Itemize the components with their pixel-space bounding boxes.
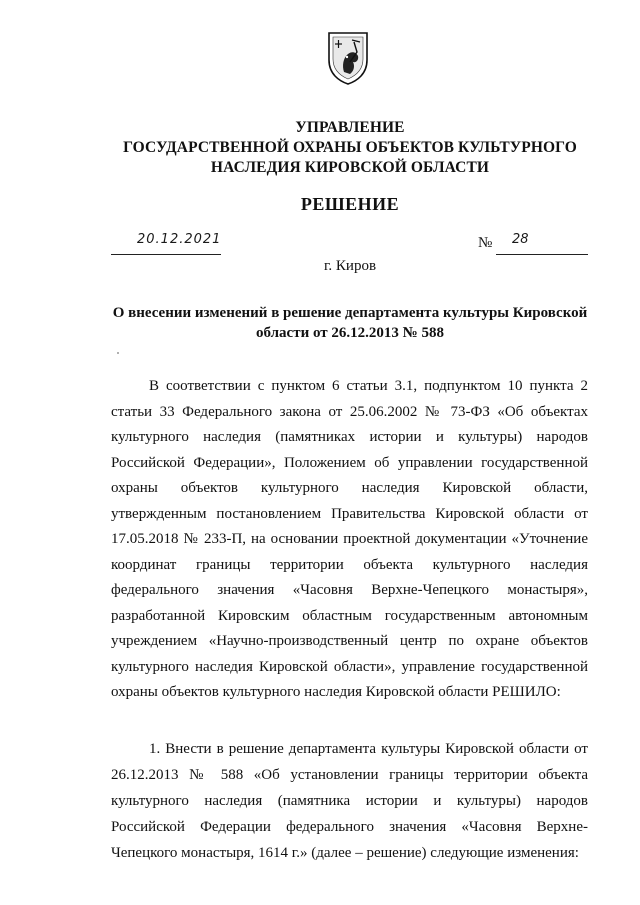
document-subject: О внесении изменений в решение департамента культуры Кировской области от 26.12.2013 № 588 [112,305,588,341]
body-paragraph-2: 1. Внести в решение департамента культуры Кировской области от 26.12.2013 № 588 «Об установлении границы территории объекта культурного наследия (памятника истории и культуры) народов Российской Федерации федерального значения «Часовня Верхне-Чепецкого монастыря, 1614 г.» (далее – решение) следующие изменения: [111,741,588,861]
body-paragraph-1: В соответствии с пунктом 6 статьи 3.1, подпунктом 10 пункта 2 статьи 33 Федерального закона от 25.06.2002 № 73-ФЗ «Об объектах культурного наследия (памятниках истории и культуры) народов Российской Федерации», Положением об управлении государственной охраны объектов культурного наследия Кировской области, утвержденным постановлением Правительства Кировской области от 17.05.2018 № 233-П, на основании проектной документации «Уточнение координат границы территории объекта культурного наследия федерального значения «Часовня Верхне-Чепецкого монастыря», разработанной Кировским областным государственным автономным учреждением «Научно-производственный центр по охране объектов культурного наследия Кировской области», управление государственной охраны объектов культурного наследия Кировской области РЕШИЛО: [111,378,588,700]
authority-name-line-1: УПРАВЛЕНИЕ [295,119,405,136]
authority-name-line-3: НАСЛЕДИЯ КИРОВСКОЙ ОБЛАСТИ [210,159,490,176]
city: г. Киров [323,258,377,274]
document-type-title: РЕШЕНИЕ [300,194,400,214]
number-sign: № [478,235,493,251]
authority-name-line-2: ГОСУДАРСТВЕННОЙ ОХРАНЫ ОБЪЕКТОВ КУЛЬТУРНОГО [123,139,577,156]
number-field [496,232,588,255]
handwritten-number: 28 [512,232,529,247]
margin-mark [117,352,119,354]
date-field [111,232,221,255]
handwritten-date: 20.12.2021 [137,232,222,247]
coat-of-arms-icon [326,30,370,86]
